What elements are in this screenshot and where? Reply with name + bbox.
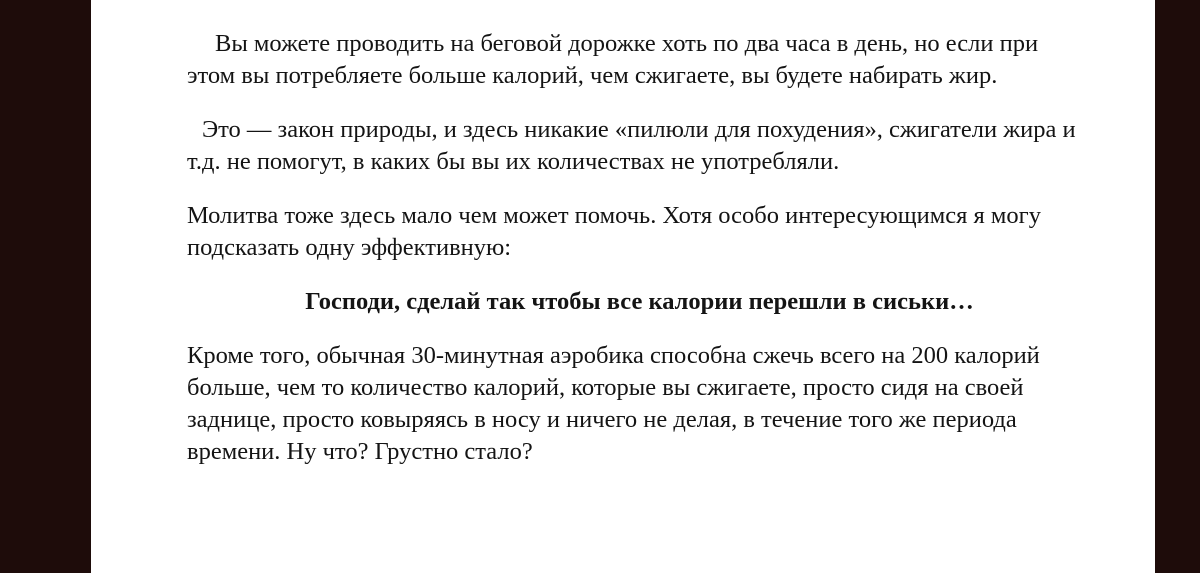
paragraph-prayer-intro: Молитва тоже здесь мало чем может помочь. Хотя особо интересующимся я могу подсказать одну эффективную:: [187, 202, 1041, 261]
document-page: [91, 0, 1155, 573]
paragraph-treadmill: Вы можете проводить на беговой дорожке хоть по два часа в день, но если при этом вы потребляете больше калорий, чем сжигаете, вы будете набирать жир.: [187, 30, 1039, 89]
prayer-quote: Господи, сделай так чтобы все калории перешли в сиськи…: [305, 288, 974, 315]
page-content: [187, 28, 1092, 468]
paragraph-aerobics: Кроме того, обычная 30-минутная аэробика способна сжечь всего на 200 калорий больше, чем то количество калорий, которые вы сжигаете, просто сидя на своей заднице, просто ковыряясь в носу и ничего не делая, в течение того же периода времени. Ну что? Грустно стало?: [187, 342, 1040, 465]
paragraph-law-of-nature: Это — закон природы, и здесь никакие «пилюли для похудения», сжигатели жира и т.д. не помогут, в каких бы вы их количествах не употребляли.: [187, 116, 1076, 175]
